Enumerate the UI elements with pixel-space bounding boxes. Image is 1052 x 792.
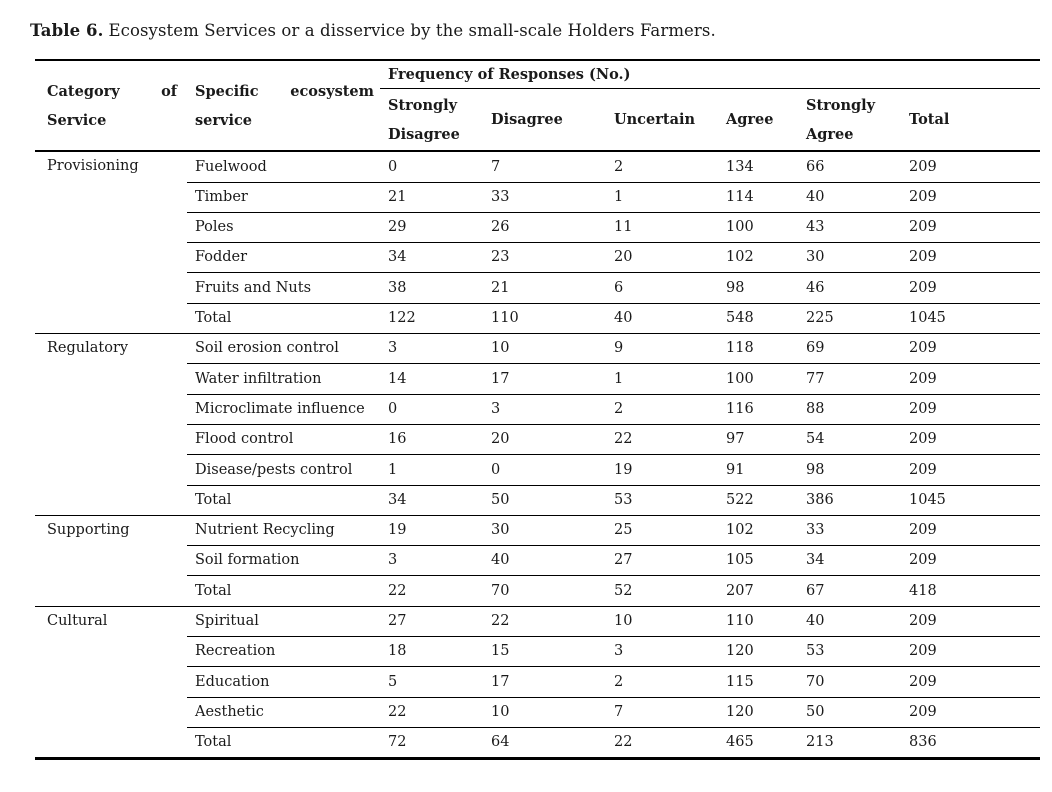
value-cell: 11 xyxy=(606,212,718,242)
value-cell: 209 xyxy=(901,394,1040,424)
value-cell: 134 xyxy=(718,151,798,182)
value-cell: 110 xyxy=(718,606,798,636)
value-cell: 43 xyxy=(798,212,901,242)
table-header xyxy=(35,60,1040,151)
value-cell: 70 xyxy=(483,576,606,606)
value-cell: 22 xyxy=(606,727,718,758)
value-cell: 46 xyxy=(798,273,901,303)
service-cell: Total xyxy=(187,727,380,758)
value-cell: 21 xyxy=(483,273,606,303)
value-cell: 120 xyxy=(718,697,798,727)
value-cell: 52 xyxy=(606,576,718,606)
header-uncertain: Uncertain xyxy=(606,89,718,152)
service-cell: Soil formation xyxy=(187,546,380,576)
value-cell: 225 xyxy=(798,303,901,333)
value-cell: 9 xyxy=(606,334,718,364)
value-cell: 2 xyxy=(606,394,718,424)
value-cell: 17 xyxy=(483,364,606,394)
category-cell: Supporting xyxy=(35,515,187,606)
header-service-word2: ecosystem xyxy=(290,82,374,100)
value-cell: 1045 xyxy=(901,485,1040,515)
table-caption-label: Table 6. xyxy=(30,21,104,40)
value-cell: 10 xyxy=(483,697,606,727)
value-cell: 2 xyxy=(606,667,718,697)
value-cell: 98 xyxy=(718,273,798,303)
value-cell: 19 xyxy=(606,455,718,485)
value-cell: 34 xyxy=(380,485,483,515)
table-row xyxy=(35,151,1040,182)
value-cell: 0 xyxy=(380,394,483,424)
value-cell: 14 xyxy=(380,364,483,394)
value-cell: 91 xyxy=(718,455,798,485)
header-frequency-of-responses: Frequency of Responses (No.) xyxy=(380,60,1040,89)
category-cell: Provisioning xyxy=(35,151,187,333)
value-cell: 27 xyxy=(606,546,718,576)
service-cell: Spiritual xyxy=(187,606,380,636)
value-cell: 19 xyxy=(380,515,483,545)
table-row xyxy=(35,334,1040,364)
value-cell: 209 xyxy=(901,667,1040,697)
category-cell: Regulatory xyxy=(35,334,187,516)
value-cell: 21 xyxy=(380,182,483,212)
value-cell: 6 xyxy=(606,273,718,303)
value-cell: 209 xyxy=(901,455,1040,485)
service-cell: Total xyxy=(187,303,380,333)
table-caption xyxy=(30,20,1052,42)
value-cell: 69 xyxy=(798,334,901,364)
value-cell: 1045 xyxy=(901,303,1040,333)
value-cell: 7 xyxy=(606,697,718,727)
value-cell: 209 xyxy=(901,182,1040,212)
value-cell: 209 xyxy=(901,546,1040,576)
service-cell: Disease/pests control xyxy=(187,455,380,485)
value-cell: 18 xyxy=(380,637,483,667)
service-cell: Recreation xyxy=(187,637,380,667)
value-cell: 114 xyxy=(718,182,798,212)
value-cell: 53 xyxy=(606,485,718,515)
value-cell: 1 xyxy=(606,182,718,212)
value-cell: 1 xyxy=(380,455,483,485)
value-cell: 209 xyxy=(901,364,1040,394)
value-cell: 209 xyxy=(901,606,1040,636)
value-cell: 110 xyxy=(483,303,606,333)
service-cell: Total xyxy=(187,576,380,606)
value-cell: 100 xyxy=(718,212,798,242)
service-cell: Timber xyxy=(187,182,380,212)
service-cell: Fuelwood xyxy=(187,151,380,182)
value-cell: 40 xyxy=(798,606,901,636)
value-cell: 38 xyxy=(380,273,483,303)
header-service-line1 xyxy=(195,77,374,106)
header-disagree: Disagree xyxy=(483,89,606,152)
value-cell: 418 xyxy=(901,576,1040,606)
header-category-of-service xyxy=(35,60,187,151)
value-cell: 50 xyxy=(483,485,606,515)
table-caption-text: Ecosystem Services or a disservice by the small-scale Holders Farmers. xyxy=(108,21,716,40)
table-row xyxy=(35,606,1040,636)
header-strongly-disagree: Strongly Disagree xyxy=(380,89,483,152)
value-cell: 29 xyxy=(380,212,483,242)
value-cell: 34 xyxy=(798,546,901,576)
value-cell: 3 xyxy=(380,546,483,576)
service-cell: Aesthetic xyxy=(187,697,380,727)
service-cell: Soil erosion control xyxy=(187,334,380,364)
value-cell: 2 xyxy=(606,151,718,182)
value-cell: 70 xyxy=(798,667,901,697)
value-cell: 207 xyxy=(718,576,798,606)
service-cell: Fruits and Nuts xyxy=(187,273,380,303)
value-cell: 102 xyxy=(718,243,798,273)
value-cell: 20 xyxy=(606,243,718,273)
header-total: Total xyxy=(901,89,1040,152)
value-cell: 115 xyxy=(718,667,798,697)
value-cell: 50 xyxy=(798,697,901,727)
value-cell: 26 xyxy=(483,212,606,242)
value-cell: 209 xyxy=(901,151,1040,182)
value-cell: 23 xyxy=(483,243,606,273)
value-cell: 22 xyxy=(606,424,718,454)
value-cell: 100 xyxy=(718,364,798,394)
value-cell: 15 xyxy=(483,637,606,667)
service-cell: Nutrient Recycling xyxy=(187,515,380,545)
service-cell: Microclimate influence xyxy=(187,394,380,424)
header-strongly-agree: Strongly Agree xyxy=(798,89,901,152)
header-category-word2: of xyxy=(161,82,177,100)
value-cell: 22 xyxy=(380,576,483,606)
value-cell: 88 xyxy=(798,394,901,424)
service-cell: Water infiltration xyxy=(187,364,380,394)
value-cell: 10 xyxy=(483,334,606,364)
value-cell: 33 xyxy=(483,182,606,212)
value-cell: 122 xyxy=(380,303,483,333)
ecosystem-services-table xyxy=(35,59,1040,760)
value-cell: 3 xyxy=(483,394,606,424)
value-cell: 54 xyxy=(798,424,901,454)
value-cell: 22 xyxy=(483,606,606,636)
value-cell: 209 xyxy=(901,424,1040,454)
value-cell: 209 xyxy=(901,212,1040,242)
value-cell: 0 xyxy=(380,151,483,182)
value-cell: 33 xyxy=(798,515,901,545)
header-category-line1 xyxy=(47,77,177,106)
value-cell: 97 xyxy=(718,424,798,454)
value-cell: 120 xyxy=(718,637,798,667)
header-specific-ecosystem-service xyxy=(187,60,380,151)
header-service-line2: service xyxy=(195,111,253,129)
service-cell: Poles xyxy=(187,212,380,242)
value-cell: 102 xyxy=(718,515,798,545)
value-cell: 118 xyxy=(718,334,798,364)
value-cell: 522 xyxy=(718,485,798,515)
value-cell: 836 xyxy=(901,727,1040,758)
category-cell: Cultural xyxy=(35,606,187,758)
value-cell: 53 xyxy=(798,637,901,667)
service-cell: Education xyxy=(187,667,380,697)
service-cell: Flood control xyxy=(187,424,380,454)
value-cell: 25 xyxy=(606,515,718,545)
value-cell: 66 xyxy=(798,151,901,182)
value-cell: 77 xyxy=(798,364,901,394)
value-cell: 40 xyxy=(606,303,718,333)
value-cell: 30 xyxy=(798,243,901,273)
value-cell: 209 xyxy=(901,515,1040,545)
value-cell: 0 xyxy=(483,455,606,485)
table-row xyxy=(35,515,1040,545)
value-cell: 3 xyxy=(606,637,718,667)
service-cell: Total xyxy=(187,485,380,515)
value-cell: 209 xyxy=(901,637,1040,667)
value-cell: 386 xyxy=(798,485,901,515)
service-cell: Fodder xyxy=(187,243,380,273)
header-category-line2: Service xyxy=(47,111,107,129)
value-cell: 213 xyxy=(798,727,901,758)
value-cell: 209 xyxy=(901,243,1040,273)
value-cell: 40 xyxy=(483,546,606,576)
value-cell: 72 xyxy=(380,727,483,758)
value-cell: 64 xyxy=(483,727,606,758)
value-cell: 98 xyxy=(798,455,901,485)
value-cell: 7 xyxy=(483,151,606,182)
value-cell: 30 xyxy=(483,515,606,545)
value-cell: 209 xyxy=(901,273,1040,303)
value-cell: 40 xyxy=(798,182,901,212)
value-cell: 105 xyxy=(718,546,798,576)
value-cell: 20 xyxy=(483,424,606,454)
header-row-span xyxy=(35,60,1040,89)
value-cell: 34 xyxy=(380,243,483,273)
value-cell: 27 xyxy=(380,606,483,636)
value-cell: 67 xyxy=(798,576,901,606)
value-cell: 548 xyxy=(718,303,798,333)
value-cell: 5 xyxy=(380,667,483,697)
value-cell: 465 xyxy=(718,727,798,758)
value-cell: 1 xyxy=(606,364,718,394)
header-service-word1: Specific xyxy=(195,82,259,100)
value-cell: 209 xyxy=(901,334,1040,364)
table-body xyxy=(35,151,1040,758)
value-cell: 16 xyxy=(380,424,483,454)
value-cell: 22 xyxy=(380,697,483,727)
value-cell: 116 xyxy=(718,394,798,424)
value-cell: 3 xyxy=(380,334,483,364)
header-agree: Agree xyxy=(718,89,798,152)
value-cell: 17 xyxy=(483,667,606,697)
value-cell: 209 xyxy=(901,697,1040,727)
header-category-word1: Category xyxy=(47,82,120,100)
value-cell: 10 xyxy=(606,606,718,636)
